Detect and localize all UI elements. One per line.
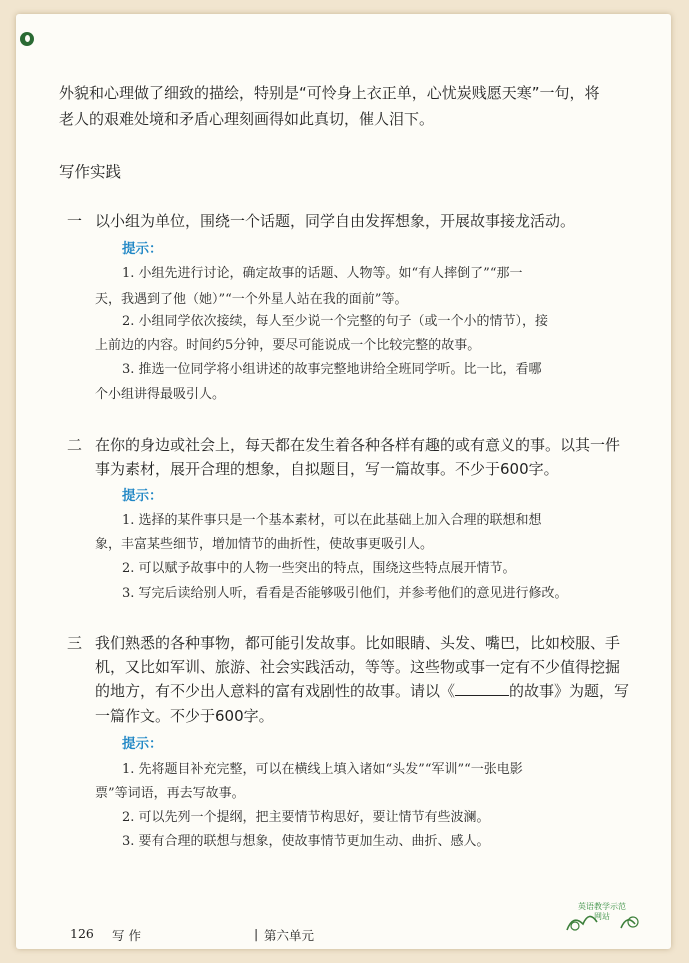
item-text-line: 以小组为单位，围绕一个话题，同学自由发挥想象，开展故事接龙活动。 xyxy=(95,212,576,230)
watermark-text: 英语教学示范网站 xyxy=(578,902,626,921)
item-number: 三 xyxy=(67,634,83,652)
item-text-segment: 的故事》为题，写 xyxy=(509,682,630,700)
item-text-segment: 的地方，有不少出人意料的富有戏剧性的故事。请以《 xyxy=(95,682,456,700)
item-text-line: 机，又比如军训、旅游、社会实践活动，等等。这些物或事一定有不少值得挖掘 xyxy=(95,658,621,676)
hint-line: 天，我遇到了他（她）”“一个外星人站在我的面前”等。 xyxy=(95,292,408,307)
hint-label: 提示： xyxy=(122,241,163,257)
hint-label: 提示： xyxy=(122,488,163,504)
footer-unit: 第六单元 xyxy=(264,928,315,943)
footer-separator: | xyxy=(254,926,259,941)
hint-line: 1. 先将题目补充完整，可以在横线上填入诸如“头发”“军训”“一张电影 xyxy=(122,762,523,777)
item-number: 二 xyxy=(67,436,83,454)
hint-line: 3. 推选一位同学将小组讲述的故事完整地讲给全班同学听。比一比，看哪 xyxy=(122,362,542,377)
hint-line: 票”等词语，再去写故事。 xyxy=(95,786,245,801)
section-heading: 写作实践 xyxy=(59,163,122,181)
hint-line: 上前边的内容。时间约5分钟，要尽可能说成一个比较完整的故事。 xyxy=(95,338,481,353)
watermark-logo xyxy=(563,892,643,938)
item-text-line: 在你的身边或社会上，每天都在发生着各种各样有趣的或有意义的事。以其一件 xyxy=(95,436,621,454)
item-text-line: 一篇作文。不少于600字。 xyxy=(95,707,274,725)
hint-line: 3. 写完后读给别人听，看看是否能够吸引他们，并参考他们的意见进行修改。 xyxy=(122,586,568,601)
page-number: 126 xyxy=(70,926,94,941)
hint-line: 3. 要有合理的联想与想象，使故事情节更加生动、曲折、感人。 xyxy=(122,834,490,849)
item-number: 一 xyxy=(67,212,83,230)
intro-line-1: 外貌和心理做了细致的描绘，特别是“可怜身上衣正单，心忧炭贱愿天寒”一句，将 xyxy=(59,84,600,102)
leaf-corner-icon xyxy=(20,32,34,46)
hint-line: 个小组讲得最吸引人。 xyxy=(95,387,226,402)
hint-line: 2. 可以赋予故事中的人物一些突出的特点，围绕这些特点展开情节。 xyxy=(122,561,516,576)
item-text-line: 事为素材，展开合理的想象，自拟题目，写一篇故事。不少于600字。 xyxy=(95,460,559,478)
hint-line: 象，丰富某些细节，增加情节的曲折性，使故事更吸引人。 xyxy=(95,537,434,552)
hint-label: 提示： xyxy=(122,736,163,752)
hint-line: 1. 选择的某件事只是一个基本素材，可以在此基础上加入合理的联想和想 xyxy=(122,513,542,528)
hint-line: 2. 小组同学依次接续，每人至少说一个完整的句子（或一个小的情节），接 xyxy=(122,314,549,329)
item-text-line: 我们熟悉的各种事物，都可能引发故事。比如眼睛、头发、嘴巴，比如校服、手 xyxy=(95,634,621,652)
intro-line-2: 老人的艰难处境和矛盾心理刻画得如此真切，催人泪下。 xyxy=(59,110,435,128)
fill-in-blank xyxy=(455,681,509,696)
hint-line: 2. 可以先列一个提纲，把主要情节构思好，要让情节有些波澜。 xyxy=(122,810,490,825)
hint-line: 1. 小组先进行讨论，确定故事的话题、人物等。如“有人摔倒了”“那一 xyxy=(122,266,523,281)
item-text-line-with-blank xyxy=(95,680,629,701)
footer-section: 写 作 xyxy=(112,928,141,943)
